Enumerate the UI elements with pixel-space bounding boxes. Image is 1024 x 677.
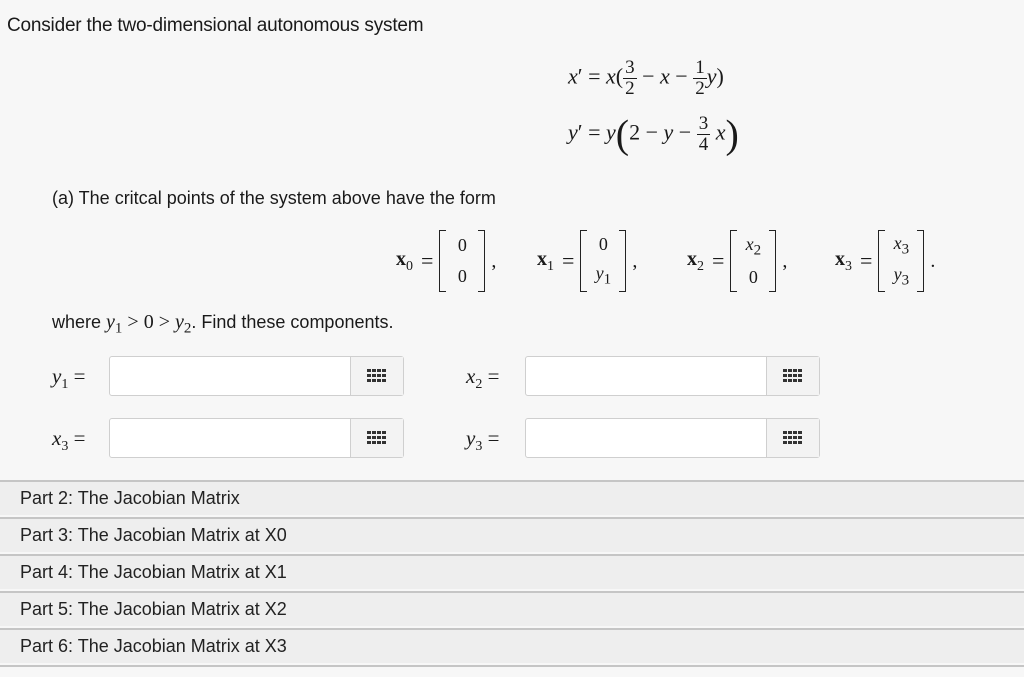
matrix-x2: $x_2$ 0	[730, 230, 776, 292]
x3-keypad-button[interactable]	[350, 419, 403, 457]
y3-input[interactable]	[532, 419, 766, 459]
parts-bottom-border	[0, 665, 1024, 667]
part-label: Part 3: The Jacobian Matrix at X0	[20, 525, 287, 545]
equation-x-prime: x′ = x( $\frac{3}{2}$ − x − $\frac{1}{2}$ y)	[568, 57, 724, 99]
y3-answer-box	[525, 418, 820, 458]
keypad-grid-icon	[367, 431, 387, 445]
critical-point-x0: $x_0$ = 0 0 ,	[396, 226, 496, 296]
x2-answer-box	[525, 356, 820, 396]
keypad-grid-icon	[783, 431, 803, 445]
x3-answer-box	[109, 418, 404, 458]
x2-input[interactable]	[532, 357, 766, 397]
x3-input[interactable]	[116, 419, 350, 459]
problem-intro: Consider the two-dimensional autonomous system	[7, 15, 424, 36]
matrix-x1: 0 $y_1$	[580, 230, 626, 292]
label-y3: $y_3$ =	[466, 426, 500, 455]
part-label: Part 2: The Jacobian Matrix	[20, 488, 240, 508]
matrix-x3: $x_3$ $y_3$	[878, 230, 924, 292]
critical-point-x3: $x_3$ = $x_3$ $y_3$ .	[835, 226, 935, 296]
part-label: Part 6: The Jacobian Matrix at X3	[20, 636, 287, 656]
part-label: Part 4: The Jacobian Matrix at X1	[20, 562, 287, 582]
keypad-grid-icon	[367, 369, 387, 383]
critical-point-x1: $x_1$ = 0 $y_1$ ,	[537, 226, 637, 296]
part-2-header[interactable]	[0, 480, 1024, 515]
equation-y-prime: y′ = y(2 − y − $\frac{3}{4}$ x)	[568, 111, 739, 157]
y1-answer-box	[109, 356, 404, 396]
part-6-header[interactable]	[0, 628, 1024, 663]
condition-text: where $y_1 > 0 > y_2$. Find these components.	[52, 311, 394, 337]
part-label: Part 5: The Jacobian Matrix at X2	[20, 599, 287, 619]
label-x2: $x_2$ =	[466, 364, 500, 393]
label-x3: $x_3$ =	[52, 426, 86, 455]
matrix-x0: 0 0	[439, 230, 485, 292]
y1-keypad-button[interactable]	[350, 357, 403, 395]
y1-input[interactable]	[116, 357, 350, 397]
part-3-header[interactable]	[0, 517, 1024, 552]
label-y1: $y_1$ =	[52, 364, 86, 393]
part-a-statement: (a) The critcal points of the system above have the form	[52, 188, 496, 208]
keypad-grid-icon	[783, 369, 803, 383]
part-5-header[interactable]	[0, 591, 1024, 626]
y3-keypad-button[interactable]	[766, 419, 819, 457]
x2-keypad-button[interactable]	[766, 357, 819, 395]
part-4-header[interactable]	[0, 554, 1024, 589]
critical-point-x2: $x_2$ = $x_2$ 0 ,	[687, 226, 787, 296]
